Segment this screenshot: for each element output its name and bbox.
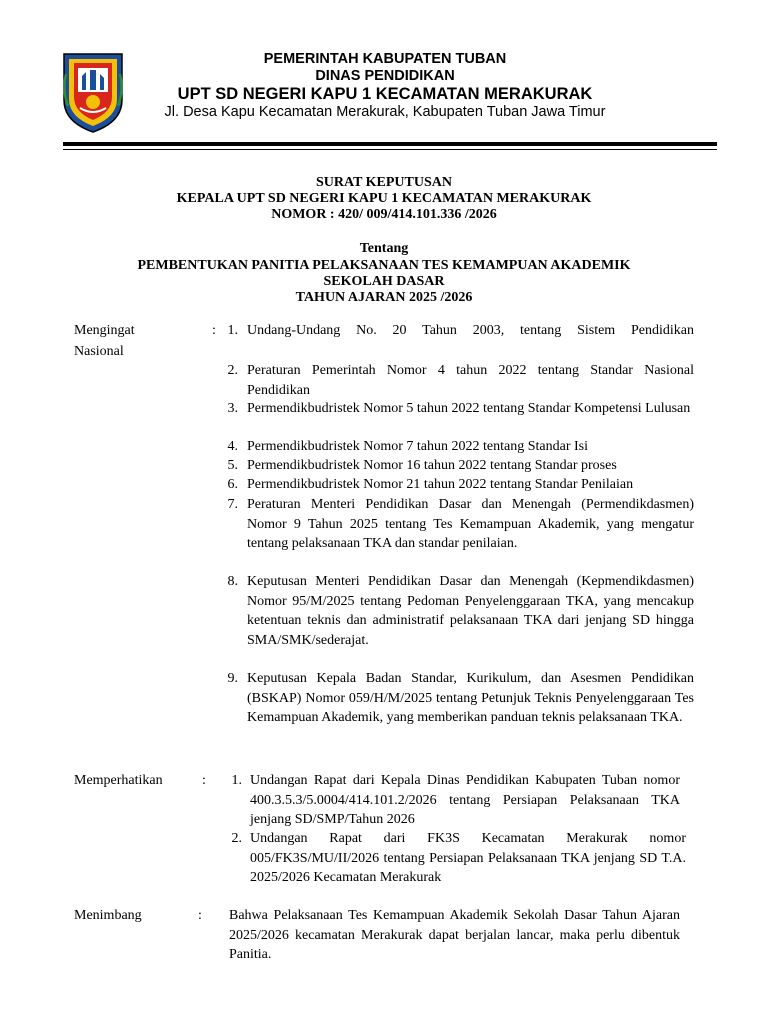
- mengingat-item-number: 7.: [227, 497, 238, 512]
- mengingat-item-text: Undang-Undang No. 20 Tahun 2003, tentang Sistem Pendidikan: [247, 323, 694, 338]
- mengingat-item-number: 2.: [227, 363, 238, 378]
- mengingat-item-text: Peraturan Menteri Pendidikan Dasar dan Menengah (Permendikdasmen) Nomor 9 Tahun 2025 tentang Tes Kemampuan Akademik, yang mengatur tentang pelaksanaan TKA dan standar penilaian.: [247, 497, 694, 551]
- regency-crest-logo: [60, 50, 126, 134]
- subject-line-1: PEMBENTUKAN PANITIA PELAKSANAAN TES KEMAMPUAN AKADEMIK: [137, 258, 631, 273]
- mengingat-item-number: 8.: [227, 574, 238, 589]
- mengingat-label-line2: Nasional: [74, 344, 124, 359]
- school-name: UPT SD NEGERI KAPU 1 KECAMATAN MERAKURAK: [177, 85, 593, 103]
- document-issuer: KEPALA UPT SD NEGERI KAPU 1 KECAMATAN MERAKURAK: [176, 191, 592, 206]
- memperhatikan-label: Memperhatikan: [74, 773, 163, 788]
- mengingat-item-text: Peraturan Pemerintah Nomor 4 tahun 2022 tentang Standar Nasional Pendidikan: [247, 363, 694, 398]
- document-number: NOMOR : 420/ 009/414.101.336 /2026: [271, 207, 497, 222]
- memperhatikan-item-number: 1.: [231, 773, 242, 788]
- mengingat-item-text: Permendikbudristek Nomor 7 tahun 2022 tentang Standar Isi: [247, 439, 588, 454]
- mengingat-item-text: Permendikbudristek Nomor 21 tahun 2022 tentang Standar Penilaian: [247, 477, 634, 492]
- mengingat-colon: :: [212, 323, 216, 338]
- mengingat-item-text: Keputusan Menteri Pendidikan Dasar dan Menengah (Kepmendikdasmen) Nomor 95/M/2025 tentang Pedoman Penyelenggaraan TKA, yang mencakup ketentuan teknis dan administratif pelaksanaan TKA dari jenjang SD hingga SMA/SMK/sederajat.: [247, 574, 694, 648]
- mengingat-label: Mengingat: [74, 323, 135, 338]
- mengingat-item-text: Permendikbudristek Nomor 5 tahun 2022 tentang Standar Kompetensi Lulusan: [247, 401, 691, 416]
- school-address: Jl. Desa Kapu Kecamatan Merakurak, Kabupaten Tuban Jawa Timur: [164, 104, 606, 120]
- mengingat-item-text: Permendikbudristek Nomor 16 tahun 2022 tentang Standar proses: [247, 458, 617, 473]
- subject-line-3: TAHUN AJARAN 2025 /2026: [295, 290, 473, 305]
- mengingat-item-number: 5.: [227, 458, 238, 473]
- mengingat-item-number: 6.: [227, 477, 238, 492]
- mengingat-item-number: 4.: [227, 439, 238, 454]
- memperhatikan-item-text: Undangan Rapat dari Kepala Dinas Pendidikan Kabupaten Tuban nomor 400.3.5.3/5.0004/414.101.2/2026 tentang Persiapan Pelaksanaan TKA jenjang SD/SMP/Tahun 2026: [250, 773, 680, 827]
- document-type: SURAT KEPUTUSAN: [315, 175, 452, 190]
- agency-name: DINAS PENDIDIKAN: [315, 68, 455, 84]
- menimbang-colon: :: [198, 908, 202, 923]
- memperhatikan-colon: :: [202, 773, 206, 788]
- memperhatikan-item-text: Undangan Rapat dari FK3S Kecamatan Merakurak nomor 005/FK3S/MU/II/2026 tentang Persiapan Pelaksanaan TKA jenjang SD T.A. 2025/2026 Kecamatan Merakurak: [250, 831, 686, 885]
- about-label: Tentang: [359, 241, 409, 256]
- mengingat-item-number: 1.: [227, 323, 238, 338]
- subject-line-2: SEKOLAH DASAR: [323, 274, 445, 289]
- mengingat-item-text: Keputusan Kepala Badan Standar, Kurikulum, dan Asesmen Pendidikan (BSKAP) Nomor 059/H/M/2025 tentang Petunjuk Teknis Penyelenggaraan Tes Kemampuan Akademik, yang memberikan panduan teknis pelaksanaan TKA.: [247, 671, 694, 725]
- mengingat-item-number: 9.: [227, 671, 238, 686]
- menimbang-text: Bahwa Pelaksanaan Tes Kemampuan Akademik Sekolah Dasar Tahun Ajaran 2025/2026 kecamatan Merakurak dapat berjalan lancar, maka perlu dibentuk Panitia.: [229, 908, 680, 962]
- letterhead-divider-thin: [63, 149, 717, 150]
- mengingat-item-number: 3.: [227, 401, 238, 416]
- government-name: PEMERINTAH KABUPATEN TUBAN: [263, 51, 507, 67]
- tuban-regency-crest-icon: [60, 50, 126, 134]
- letterhead-divider-thick: [63, 142, 717, 146]
- memperhatikan-item-number: 2.: [231, 831, 242, 846]
- menimbang-label: Menimbang: [74, 908, 142, 923]
